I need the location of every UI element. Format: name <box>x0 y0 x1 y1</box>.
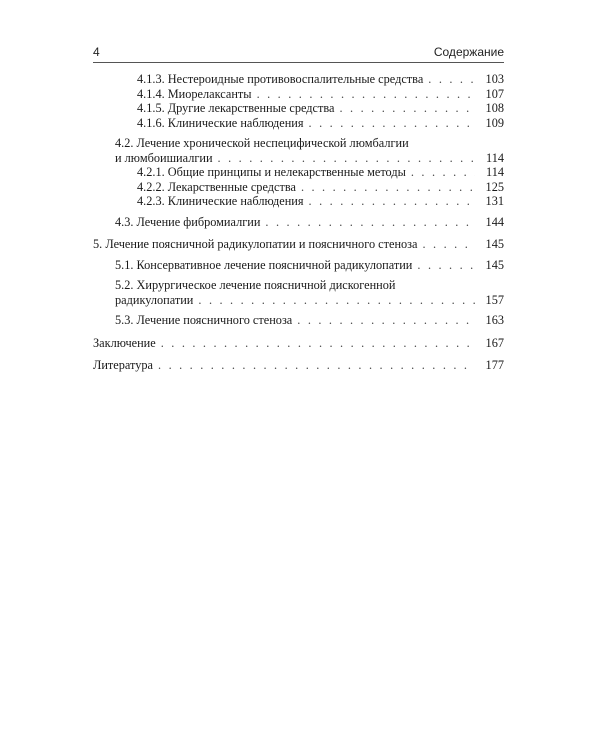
toc-entry-title: Клинические наблюдения <box>167 194 304 208</box>
toc-entry-title: Миорелаксанты <box>167 86 252 101</box>
leader-dots <box>301 180 475 195</box>
toc-entry-4-2-1[interactable] <box>93 165 504 180</box>
toc-entry-conclusion[interactable] <box>93 336 504 351</box>
toc-entry-4-2-3[interactable] <box>93 194 504 209</box>
toc-entry-title: Лечение поясничного стеноза <box>136 313 293 327</box>
toc-entry-page: 157 <box>485 292 504 307</box>
toc-entry-page: 114 <box>486 165 504 179</box>
leader-dots <box>309 194 475 209</box>
toc-entry-4-1-4[interactable] <box>93 87 504 102</box>
toc-entry-4-2[interactable] <box>93 136 504 151</box>
leader-dots <box>297 313 475 328</box>
leader-dots <box>257 87 475 102</box>
toc-entry-title: Общие принципы и нелекарственные методы <box>167 165 406 179</box>
toc-entry-4-1-5[interactable] <box>93 101 504 116</box>
toc-entry-5[interactable] <box>93 237 504 252</box>
toc-entry-title: Литература <box>93 358 154 372</box>
toc-entry-number: 4.1.6. <box>137 115 165 130</box>
toc-entry-4-1-6[interactable] <box>93 116 504 131</box>
toc-entry-title: Заключение <box>93 335 156 350</box>
toc-entry-number: 4.2.1. <box>137 165 165 179</box>
toc-entry-5-2[interactable] <box>93 278 504 293</box>
leader-dots <box>158 358 475 373</box>
leader-dots <box>340 101 476 116</box>
toc-entry-literature[interactable] <box>93 358 504 373</box>
toc-entry-title: Нестероидные противовоспалительные средства <box>167 72 424 86</box>
leader-dots <box>198 293 475 308</box>
toc-entry-page: 109 <box>485 115 504 130</box>
toc-entry-page: 145 <box>485 257 504 272</box>
toc-entry-page: 107 <box>485 86 504 101</box>
toc-entry-title: Консервативное лечение поясничной радикулопатии <box>136 257 413 272</box>
leader-dots <box>417 258 475 273</box>
toc-entry-title: Лекарственные средства <box>167 179 296 194</box>
toc-entry-number: 4.2.2. <box>137 179 165 194</box>
toc-entry-number: 4.1.5. <box>137 101 165 115</box>
toc-entry-title: Хирургическое лечение поясничной дискогенной <box>136 278 396 292</box>
toc-entry-number: 5. <box>93 237 103 251</box>
toc-entry-4-2-continuation[interactable] <box>93 151 504 166</box>
toc-entry-5-2-continuation[interactable] <box>93 293 504 308</box>
toc-entry-title: Клинические наблюдения <box>167 115 304 130</box>
toc-entry-number: 4.2.3. <box>137 194 165 208</box>
leader-dots <box>161 336 475 351</box>
toc-entry-title-continuation: радикулопатии <box>115 292 194 307</box>
leader-dots <box>411 165 475 180</box>
toc-entry-page: 144 <box>485 214 504 229</box>
leader-dots <box>428 72 475 87</box>
toc-entry-4-1-3[interactable] <box>93 72 504 87</box>
section-title: Содержание <box>433 45 504 59</box>
toc-entry-number: 5.1. <box>115 257 134 272</box>
leader-dots <box>423 237 476 252</box>
toc-entry-title: Другие лекарственные средства <box>167 101 335 115</box>
toc-entry-page: 103 <box>485 72 504 86</box>
toc-entry-title-continuation: и люмбоишиалгии <box>115 150 213 165</box>
toc-entry-number: 5.3. <box>115 313 134 327</box>
page-number: 4 <box>93 45 100 59</box>
toc-entry-4-3[interactable] <box>93 215 504 230</box>
toc-entry-number: 5.2. <box>115 278 134 292</box>
toc-entry-number: 4.1.3. <box>137 72 165 86</box>
leader-dots <box>309 116 475 131</box>
table-of-contents <box>93 72 504 373</box>
toc-entry-title: Лечение хронической неспецифической люмбалгии <box>136 136 409 150</box>
leader-dots <box>218 151 475 166</box>
toc-entry-5-3[interactable] <box>93 313 504 328</box>
toc-entry-title: Лечение поясничной радикулопатии и поясничного стеноза <box>105 237 418 251</box>
toc-entry-page: 108 <box>485 101 504 115</box>
toc-entry-page: 131 <box>485 194 504 208</box>
toc-entry-page: 177 <box>485 358 504 372</box>
leader-dots <box>265 215 475 230</box>
toc-entry-4-2-2[interactable] <box>93 180 504 195</box>
running-header <box>93 42 504 63</box>
toc-entry-page: 167 <box>485 335 504 350</box>
toc-entry-page: 125 <box>485 179 504 194</box>
toc-entry-page: 145 <box>485 237 504 251</box>
toc-entry-page: 163 <box>485 313 504 327</box>
toc-entry-number: 4.3. <box>115 214 134 229</box>
toc-entry-title: Лечение фибромиалгии <box>136 214 261 229</box>
toc-entry-number: 4.1.4. <box>137 86 165 101</box>
toc-entry-5-1[interactable] <box>93 258 504 273</box>
toc-entry-page: 114 <box>486 150 504 165</box>
toc-entry-number: 4.2. <box>115 136 134 150</box>
